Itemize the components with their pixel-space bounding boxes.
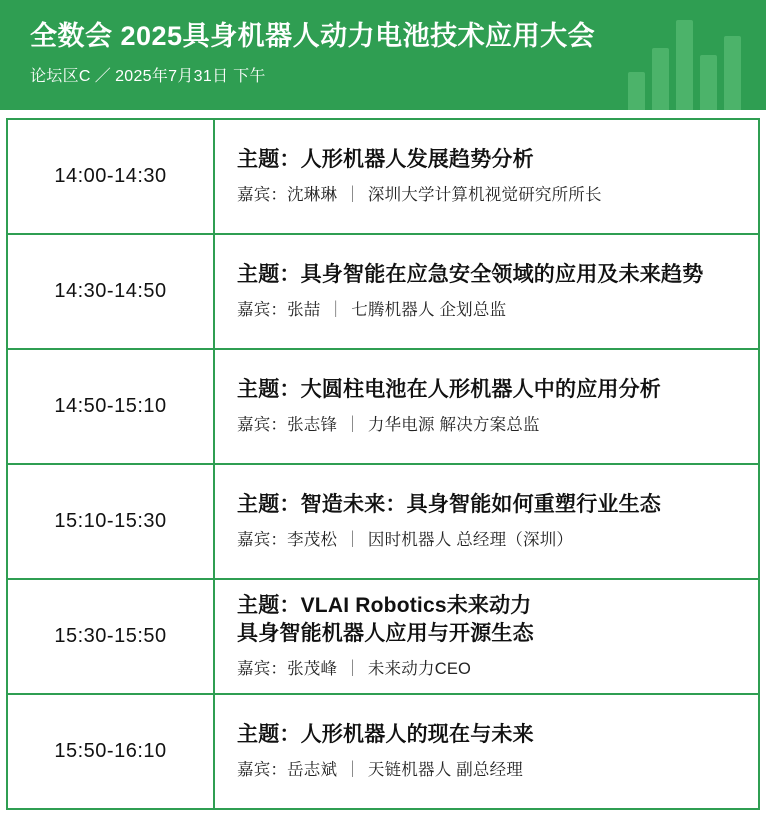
session-info-cell <box>215 350 758 463</box>
guest-affiliation: 天链机器人 副总经理 <box>367 761 523 780</box>
guest-name: 嘉宾：张志锋 <box>237 416 338 435</box>
time-cell <box>8 695 215 808</box>
guest-name: 嘉宾：李茂松 <box>237 531 338 550</box>
time-cell <box>8 120 215 233</box>
page-title: 全数会 2025具身机器人动力电池技术应用大会 <box>30 21 596 51</box>
session-info-cell <box>215 580 758 693</box>
table-row <box>8 235 758 350</box>
schedule-table <box>6 118 760 810</box>
guest-affiliation: 因时机器人 总经理（深圳） <box>367 531 574 550</box>
table-row <box>8 580 758 695</box>
session-time: 14:30-14:50 <box>54 280 167 302</box>
session-topic: 主题：VLAI Robotics未来动力 <box>237 593 532 617</box>
table-row <box>8 120 758 235</box>
guest-name: 嘉宾：岳志斌 <box>237 761 338 780</box>
guest-divider: ｜ <box>344 186 361 205</box>
table-row <box>8 465 758 580</box>
session-info-cell <box>215 695 758 808</box>
time-cell <box>8 580 215 693</box>
session-topic: 主题：人形机器人发展趋势分析 <box>237 147 534 171</box>
time-cell <box>8 235 215 348</box>
session-time: 15:50-16:10 <box>54 740 167 762</box>
guest-affiliation: 七腾机器人 企划总监 <box>351 301 507 320</box>
session-guest <box>237 759 742 782</box>
table-row <box>8 350 758 465</box>
time-cell <box>8 350 215 463</box>
session-topic: 主题：大圆柱电池在人形机器人中的应用分析 <box>237 377 661 401</box>
session-time: 14:50-15:10 <box>54 395 167 417</box>
datetime-label: 2025年7月31日 下午 <box>115 68 266 86</box>
table-row <box>8 695 758 810</box>
header-banner <box>0 0 766 110</box>
session-guest <box>237 658 742 681</box>
header-subtitle <box>30 63 766 86</box>
session-guest <box>237 184 742 207</box>
subtitle-separator: ／ <box>94 68 112 86</box>
session-guest <box>237 299 742 322</box>
session-topic: 主题：具身智能在应急安全领域的应用及未来趋势 <box>237 262 704 286</box>
guest-affiliation: 深圳大学计算机视觉研究所所长 <box>367 186 602 205</box>
session-time: 14:00-14:30 <box>54 165 167 187</box>
session-time: 15:30-15:50 <box>54 625 167 647</box>
guest-name: 嘉宾：张喆 <box>237 301 321 320</box>
session-info-cell <box>215 120 758 233</box>
time-cell <box>8 465 215 578</box>
guest-divider: ｜ <box>344 531 361 550</box>
session-topic: 主题：智造未来：具身智能如何重塑行业生态 <box>237 492 661 516</box>
guest-divider: ｜ <box>344 761 361 780</box>
session-guest <box>237 414 742 437</box>
session-time: 15:10-15:30 <box>54 510 167 532</box>
guest-name: 嘉宾：张茂峰 <box>237 660 338 679</box>
guest-name: 嘉宾：沈琳琳 <box>237 186 338 205</box>
session-info-cell <box>215 235 758 348</box>
guest-affiliation: 未来动力CEO <box>367 660 472 679</box>
guest-divider: ｜ <box>344 660 361 679</box>
header-text-block <box>0 0 766 86</box>
session-guest <box>237 529 742 552</box>
guest-divider: ｜ <box>344 416 361 435</box>
session-topic: 主题：人形机器人的现在与未来 <box>237 722 534 746</box>
guest-affiliation: 力华电源 解决方案总监 <box>367 416 540 435</box>
guest-divider: ｜ <box>327 301 345 320</box>
session-info-cell <box>215 465 758 578</box>
venue-label: 论坛区C <box>30 68 91 86</box>
session-topic-line2: 具身智能机器人应用与开源生态 <box>237 621 534 645</box>
